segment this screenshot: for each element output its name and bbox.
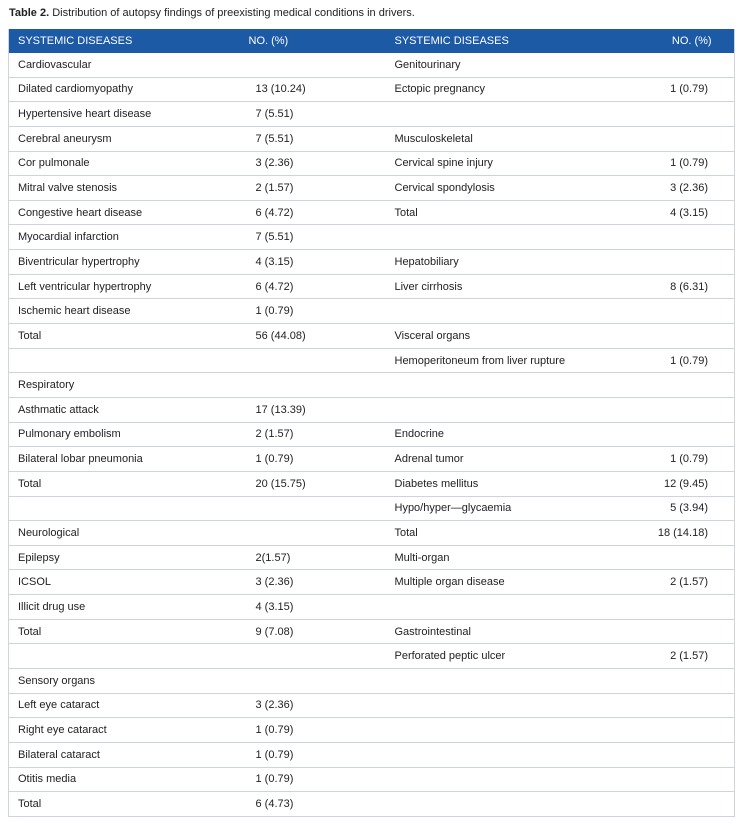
cell-disease-right: Perforated peptic ulcer (386, 644, 650, 669)
cell-disease-left: Neurological (9, 521, 229, 546)
table-row (9, 644, 735, 669)
cell-disease-right: Cervical spine injury (386, 151, 650, 176)
header-row (9, 29, 735, 53)
cell-count-right (650, 225, 735, 250)
cell-count-left: 3 (2.36) (229, 151, 386, 176)
table-row (9, 619, 735, 644)
cell-count-right (650, 53, 735, 77)
cell-disease-left: Cor pulmonale (9, 151, 229, 176)
cell-count-right (650, 250, 735, 275)
cell-count-right: 1 (0.79) (650, 77, 735, 102)
table-row (9, 570, 735, 595)
cell-count-left: 17 (13.39) (229, 397, 386, 422)
cell-disease-left: Ischemic heart disease (9, 299, 229, 324)
cell-count-right (650, 545, 735, 570)
cell-disease-right: Hemoperitoneum from liver rupture (386, 348, 650, 373)
cell-count-right (650, 669, 735, 694)
table-row (9, 447, 735, 472)
table-row (9, 767, 735, 792)
cell-disease-left: Biventricular hypertrophy (9, 250, 229, 275)
cell-disease-right: Endocrine (386, 422, 650, 447)
cell-count-right (650, 792, 735, 817)
cell-count-right: 2 (1.57) (650, 570, 735, 595)
cell-disease-right: Diabetes mellitus (386, 471, 650, 496)
cell-disease-right: Total (386, 521, 650, 546)
table-row (9, 693, 735, 718)
cell-disease-right (386, 693, 650, 718)
cell-disease-right (386, 792, 650, 817)
table-row (9, 126, 735, 151)
cell-disease-right (386, 299, 650, 324)
cell-disease-left: ICSOL (9, 570, 229, 595)
cell-count-right (650, 693, 735, 718)
cell-count-left: 7 (5.51) (229, 126, 386, 151)
cell-disease-left: Epilepsy (9, 545, 229, 570)
cell-disease-left: Right eye cataract (9, 718, 229, 743)
cell-count-right (650, 422, 735, 447)
cell-count-left: 3 (2.36) (229, 570, 386, 595)
cell-disease-right: Hypo/hyper—glycaemia (386, 496, 650, 521)
cell-count-right: 18 (14.18) (650, 521, 735, 546)
cell-disease-right: Adrenal tumor (386, 447, 650, 472)
cell-disease-left: Otitis media (9, 767, 229, 792)
table-row (9, 324, 735, 349)
cell-count-right (650, 373, 735, 398)
cell-disease-left: Bilateral lobar pneumonia (9, 447, 229, 472)
cell-disease-left: Pulmonary embolism (9, 422, 229, 447)
cell-count-left: 2(1.57) (229, 545, 386, 570)
cell-disease-left: Sensory organs (9, 669, 229, 694)
table-row (9, 545, 735, 570)
cell-count-left: 1 (0.79) (229, 299, 386, 324)
cell-disease-left: Cardiovascular (9, 53, 229, 77)
cell-disease-right: Genitourinary (386, 53, 650, 77)
cell-disease-left: Total (9, 324, 229, 349)
cell-count-right (650, 397, 735, 422)
cell-count-right: 2 (1.57) (650, 644, 735, 669)
cell-disease-left: Total (9, 619, 229, 644)
findings-table (8, 29, 735, 817)
cell-count-left (229, 373, 386, 398)
cell-count-left: 2 (1.57) (229, 422, 386, 447)
cell-count-right (650, 767, 735, 792)
cell-count-left: 13 (10.24) (229, 77, 386, 102)
cell-count-right (650, 102, 735, 127)
cell-disease-right: Gastrointestinal (386, 619, 650, 644)
cell-count-left (229, 53, 386, 77)
cell-count-left: 4 (3.15) (229, 595, 386, 620)
cell-disease-left: Hypertensive heart disease (9, 102, 229, 127)
cell-disease-right: Multiple organ disease (386, 570, 650, 595)
cell-count-left: 6 (4.72) (229, 200, 386, 225)
cell-disease-right (386, 718, 650, 743)
cell-count-right: 8 (6.31) (650, 274, 735, 299)
table-row (9, 373, 735, 398)
cell-disease-right: Multi-organ (386, 545, 650, 570)
table-row (9, 422, 735, 447)
cell-count-left: 1 (0.79) (229, 742, 386, 767)
cell-disease-left: Bilateral cataract (9, 742, 229, 767)
table-row (9, 471, 735, 496)
cell-disease-right (386, 225, 650, 250)
cell-disease-right: Musculoskeletal (386, 126, 650, 151)
cell-count-right: 1 (0.79) (650, 348, 735, 373)
header-count-right: NO. (%) (650, 29, 735, 53)
cell-disease-left: Myocardial infarction (9, 225, 229, 250)
cell-disease-right (386, 595, 650, 620)
cell-count-left: 7 (5.51) (229, 225, 386, 250)
table-row (9, 225, 735, 250)
cell-count-left: 20 (15.75) (229, 471, 386, 496)
cell-disease-left: Congestive heart disease (9, 200, 229, 225)
cell-count-left (229, 644, 386, 669)
caption-text: Distribution of autopsy findings of preexisting medical conditions in drivers. (52, 7, 415, 19)
cell-count-left (229, 348, 386, 373)
cell-count-right (650, 595, 735, 620)
cell-count-left: 4 (3.15) (229, 250, 386, 275)
cell-disease-left: Illicit drug use (9, 595, 229, 620)
table-row (9, 792, 735, 817)
cell-count-left: 6 (4.73) (229, 792, 386, 817)
cell-disease-right: Total (386, 200, 650, 225)
caption-label: Table 2. (9, 7, 50, 19)
table-row (9, 250, 735, 275)
table-row (9, 102, 735, 127)
cell-count-right: 12 (9.45) (650, 471, 735, 496)
table-body (9, 53, 735, 816)
table-row (9, 348, 735, 373)
table-row (9, 595, 735, 620)
cell-disease-right (386, 669, 650, 694)
cell-count-left: 3 (2.36) (229, 693, 386, 718)
table-row (9, 299, 735, 324)
cell-disease-left: Left ventricular hypertrophy (9, 274, 229, 299)
table-row (9, 669, 735, 694)
cell-count-left: 56 (44.08) (229, 324, 386, 349)
cell-disease-right (386, 102, 650, 127)
cell-count-right (650, 718, 735, 743)
table-row (9, 718, 735, 743)
cell-disease-left (9, 496, 229, 521)
cell-disease-left: Left eye cataract (9, 693, 229, 718)
table-row (9, 274, 735, 299)
cell-disease-right (386, 397, 650, 422)
cell-count-right (650, 324, 735, 349)
cell-count-right (650, 299, 735, 324)
cell-disease-left: Cerebral aneurysm (9, 126, 229, 151)
header-diseases-left: SYSTEMIC DISEASES (9, 29, 229, 53)
cell-count-left: 1 (0.79) (229, 718, 386, 743)
table-row (9, 200, 735, 225)
cell-disease-right: Hepatobiliary (386, 250, 650, 275)
table-row (9, 77, 735, 102)
cell-count-left (229, 496, 386, 521)
cell-disease-right: Visceral organs (386, 324, 650, 349)
cell-count-right: 1 (0.79) (650, 151, 735, 176)
cell-count-right (650, 742, 735, 767)
cell-disease-right: Cervical spondylosis (386, 176, 650, 201)
cell-disease-left: Total (9, 792, 229, 817)
table-row (9, 397, 735, 422)
cell-disease-left: Dilated cardiomyopathy (9, 77, 229, 102)
cell-disease-left: Respiratory (9, 373, 229, 398)
cell-count-left: 1 (0.79) (229, 447, 386, 472)
cell-disease-right (386, 767, 650, 792)
table-row (9, 151, 735, 176)
cell-disease-right: Ectopic pregnancy (386, 77, 650, 102)
table-row (9, 176, 735, 201)
cell-count-left: 2 (1.57) (229, 176, 386, 201)
cell-count-right: 1 (0.79) (650, 447, 735, 472)
cell-disease-left: Asthmatic attack (9, 397, 229, 422)
cell-disease-left: Mitral valve stenosis (9, 176, 229, 201)
header-diseases-right: SYSTEMIC DISEASES (386, 29, 650, 53)
cell-disease-left (9, 644, 229, 669)
table-row (9, 742, 735, 767)
header-count-left: NO. (%) (229, 29, 386, 53)
cell-disease-right: Liver cirrhosis (386, 274, 650, 299)
cell-count-right: 5 (3.94) (650, 496, 735, 521)
cell-count-left (229, 669, 386, 694)
cell-count-left (229, 521, 386, 546)
cell-count-left: 6 (4.72) (229, 274, 386, 299)
table-row (9, 521, 735, 546)
cell-count-right: 3 (2.36) (650, 176, 735, 201)
cell-disease-left (9, 348, 229, 373)
cell-disease-right (386, 373, 650, 398)
cell-count-left: 9 (7.08) (229, 619, 386, 644)
cell-count-left: 1 (0.79) (229, 767, 386, 792)
cell-count-right (650, 126, 735, 151)
table-row (9, 496, 735, 521)
cell-count-left: 7 (5.51) (229, 102, 386, 127)
cell-count-right (650, 619, 735, 644)
cell-disease-left: Total (9, 471, 229, 496)
table-row (9, 53, 735, 77)
cell-disease-right (386, 742, 650, 767)
cell-count-right: 4 (3.15) (650, 200, 735, 225)
table-caption (9, 6, 415, 20)
